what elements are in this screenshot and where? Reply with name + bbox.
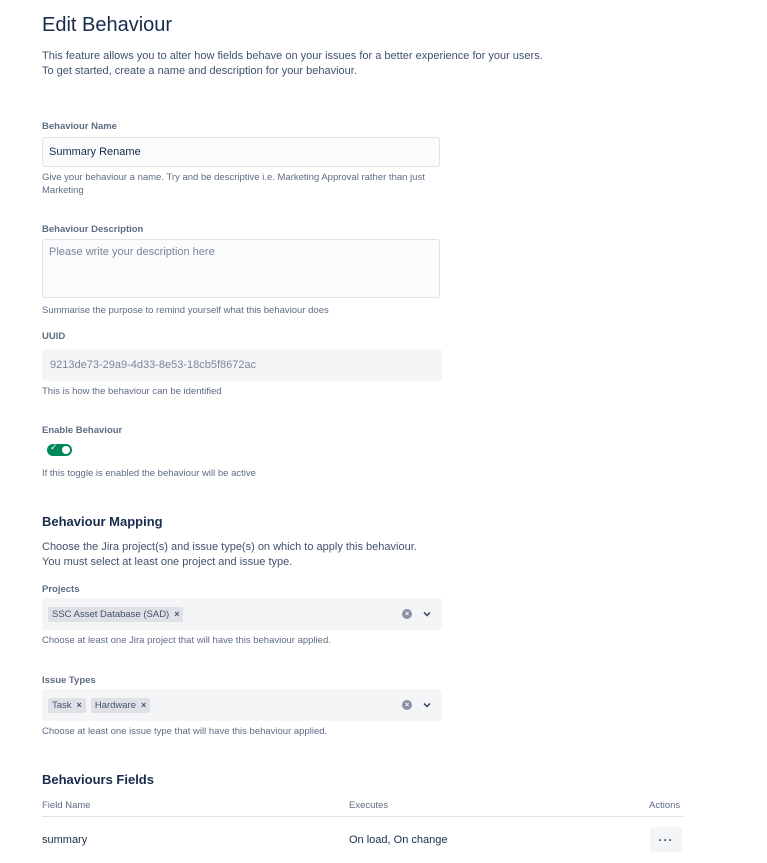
toggle-knob xyxy=(62,446,70,454)
uuid-help: This is how the behaviour can be identified xyxy=(42,386,222,397)
mapping-desc-line: Choose the Jira project(s) and issue type(s) on which to apply this behaviour. xyxy=(42,541,417,553)
remove-tag-icon[interactable]: × xyxy=(174,609,180,619)
more-actions-button[interactable]: ··· xyxy=(650,827,682,852)
enable-behaviour-help: If this toggle is enabled the behaviour will be active xyxy=(42,468,256,479)
behaviour-description-label: Behaviour Description xyxy=(42,224,144,235)
behaviour-description-help: Summarise the purpose to remind yourself what this behaviour does xyxy=(42,305,329,316)
table-divider xyxy=(42,816,683,817)
behaviour-name-label: Behaviour Name xyxy=(42,121,117,132)
table-cell-field-name: summary xyxy=(42,834,88,846)
table-cell-executes: On load, On change xyxy=(349,834,448,846)
fields-title: Behaviours Fields xyxy=(42,772,154,787)
column-header-executes: Executes xyxy=(349,800,389,811)
projects-select[interactable] xyxy=(42,598,442,630)
uuid-label: UUID xyxy=(42,331,66,342)
column-header-field-name: Field Name xyxy=(42,800,91,811)
mapping-description xyxy=(42,540,417,570)
intro-line: This feature allows you to alter how fields behave on your issues for a better experience for your users. xyxy=(42,50,543,62)
issue-types-help: Choose at least one issue type that will have this behaviour applied. xyxy=(42,726,328,737)
page-intro xyxy=(42,49,543,79)
issue-type-tag-label: Hardware xyxy=(94,699,136,711)
page-title: Edit Behaviour xyxy=(42,14,173,36)
projects-label: Projects xyxy=(42,584,80,595)
issue-types-select[interactable] xyxy=(42,689,442,721)
mapping-desc-line: You must select at least one project and issue type. xyxy=(42,556,293,568)
behaviour-description-input[interactable] xyxy=(42,239,440,298)
project-tag xyxy=(48,607,183,622)
help-line: Marketing xyxy=(42,185,84,196)
behaviour-name-input[interactable] xyxy=(42,137,440,167)
enable-behaviour-label: Enable Behaviour xyxy=(42,425,123,436)
mapping-title: Behaviour Mapping xyxy=(42,514,163,529)
check-icon: ✓ xyxy=(50,442,58,452)
remove-tag-icon[interactable]: × xyxy=(76,700,82,710)
uuid-field: 9213de73-29a9-4d33-8e53-18cb5f8672ac xyxy=(42,349,442,381)
issue-types-label: Issue Types xyxy=(42,675,96,686)
clear-icon[interactable]: × xyxy=(402,609,412,619)
remove-tag-icon[interactable]: × xyxy=(141,700,147,710)
issue-type-tag xyxy=(91,698,150,713)
chevron-down-icon[interactable] xyxy=(422,609,432,619)
intro-line: To get started, create a name and description for your behaviour. xyxy=(42,65,357,77)
enable-behaviour-toggle[interactable] xyxy=(47,444,72,456)
issue-type-tag xyxy=(48,698,86,713)
behaviour-name-help xyxy=(42,171,425,197)
help-line: Give your behaviour a name. Try and be descriptive i.e. Marketing Approval rather than just xyxy=(42,172,425,183)
issue-type-tag-label: Task xyxy=(52,699,72,711)
chevron-down-icon[interactable] xyxy=(422,700,432,710)
projects-help: Choose at least one Jira project that will have this behaviour applied. xyxy=(42,635,331,646)
column-header-actions: Actions xyxy=(649,800,681,811)
project-tag-label: SSC Asset Database (SAD) xyxy=(52,608,170,620)
clear-icon[interactable]: × xyxy=(402,700,412,710)
